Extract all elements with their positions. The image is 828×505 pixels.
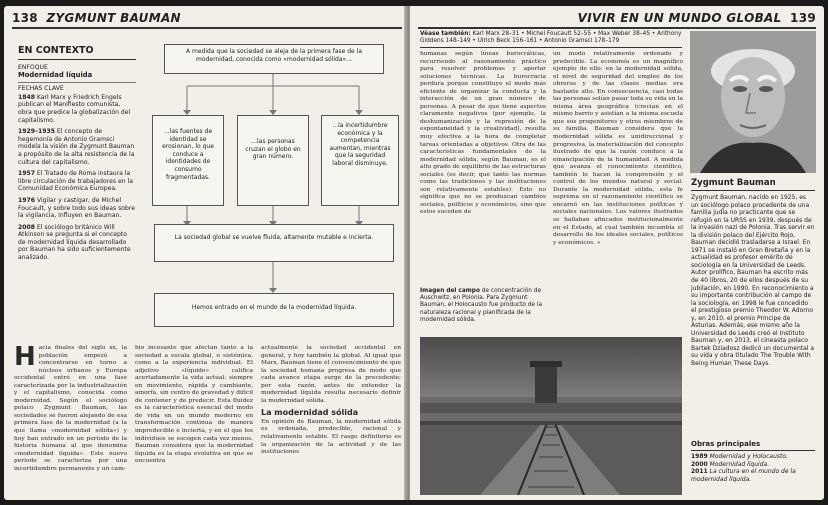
right-header-rule xyxy=(418,27,816,29)
sidebar-body xyxy=(18,64,136,262)
image-caption-text: de concentración de Auschwitz, en Polonia. Para Zygmunt Bauman, el Holocausto fue producto de la naturaleza racional y planificada de la modernidad sólida. xyxy=(420,288,543,323)
works-title: Obras principales xyxy=(691,440,761,448)
auschwitz-photo xyxy=(420,337,682,495)
flow-box-top: A medida que la sociedad se aleja de la primera fase de la modernidad, conocida como «modernidad sólida»... xyxy=(164,44,384,74)
bauman-portrait xyxy=(690,31,816,173)
left-running-head xyxy=(12,11,181,25)
right-running-title: VIVIR EN UN MUNDO GLOBAL xyxy=(577,11,782,25)
flow-box-identity: ...las fuentes de identidad se erosionan, lo que conduce a identidades de consumo fragmentadas. xyxy=(152,115,224,206)
works-list xyxy=(691,453,815,483)
enfoque-value: Modernidad líquida xyxy=(18,70,93,79)
body-col-3: actualmente la sociedad occidental en general, y hoy también la global. Al igual que Marx, Bauman tiene el convencimiento de que la sociedad humana progresa de modo que cada avance etapa surge de la precedente; por esta razón, antes de entender la modernidad líquida resulta necesario definir la modernidad sólida. La modernidad sólida En opinión de Bauman, la modernidad sólida es ordenada, predecible, racional y relativamente estable. El rasgo definitorio es la organización de la actividad y de las instituciones xyxy=(261,345,401,456)
left-header-rule xyxy=(12,27,402,29)
image-caption xyxy=(420,288,546,324)
enfoque-label: ENFOQUE xyxy=(18,64,48,71)
flow-box-economy: ...la incertidumbre económica y la competencia aumentan, mientras que la seguridad laboral disminuye. xyxy=(321,115,399,206)
left-running-title: ZYGMUNT BAUMAN xyxy=(46,11,181,25)
sidebar-title: EN CONTEXTO xyxy=(18,45,94,56)
see-also-rule xyxy=(420,47,682,48)
sidebar-divider xyxy=(18,82,136,83)
flow-box-globe: ...las personas cruzan el globo en gran número. xyxy=(237,115,309,206)
subhead-solid: La modernidad sólida xyxy=(261,408,359,418)
portrait-rule xyxy=(691,190,815,191)
right-body-col-1: humanas según líneas burocráticas, recurriendo al razonamiento práctico para resolver problemas y aportar soluciones técnicas. La burocracia perdura porque constituye el modo más eficiente de organizar la conducta y la interacción de un gran número de personas. A pesar de que tiene aspectos claramente negativos (por ejemplo, la deshumanización y la represión de la espontaneidad y la creatividad), resulta muy efectiva a la hora de completar tareas orientadas a objetivos. Otra de las características fundamentales de la modernidad sólida, según Bauman, es el alto grado de equilibrio de las estructuras sociales (es decir, que tanto las normas como las tradiciones y las instituciones son relativamente estables). Esto no significa que no se produzcan cambios sociales, políticos y económicos, sino que estos suceden de xyxy=(420,51,546,216)
left-page-number: 138 xyxy=(12,11,38,25)
right-running-head xyxy=(578,11,816,25)
work-item: 2011 La cultura en el mundo de la modernidad líquida. xyxy=(691,468,796,483)
image-caption-title: Imagen del campo xyxy=(420,288,480,294)
right-body-col-2: un modo relativamente ordenado y predecible. La economía es un magnífico ejemplo de ello: en la modernidad sólida, el nivel de seguridad del empleo de los obreros y de las clases medias era bastante alto. En consecuencia, casi todas las personas solían pasar toda su vida en la misma área geográfica (crecían en el mismo barrio y asistían a la misma escuela que sus progenitores y otros miembros de su familia. Bauman considera que la modernidad sólida es unidireccional y progresiva, la materialización del concepto ilustrado de que la razón conduce a la emancipación de la humanidad. A medida que avanza el conocimiento científico, también lo hacen la comprensión y el control de los mundos natural y social. Durante la modernidad sólida, esta fe suprema en el razonamiento científico se encarnó en las instituciones políticas y sociales nacionales. Los valores ilustrados se hallaban afincados institucionalmente en el Estado, al cual también incumbía el desarrollo de los ideales sociales, políticos y económicos. » xyxy=(553,51,683,246)
see-also xyxy=(420,31,682,45)
sidebar-rule xyxy=(18,59,136,60)
timeline-entry: 1957 El Tratado de Roma instaura la libre circulación de trabajadores en la Comunidad Económica Europea. xyxy=(18,170,133,193)
work-item: 2000 Modernidad líquida. xyxy=(691,460,770,468)
see-also-text: Karl Marx 28–31 • Michel Foucault 52–55 • Max Weber 38–45 • Anthony Giddens 148–149 • Ulrich Beck 156–161 • Antonio Gramsci 178–179 xyxy=(420,31,682,45)
see-also-label: Véase también: xyxy=(420,31,471,37)
dropcap: H xyxy=(14,342,36,372)
work-item: 1989 Modernidad y Holocausto. xyxy=(691,453,788,460)
bauman-bio: Zygmunt Bauman, nacido en 1925, es un sociólogo polaco procedente de una familia judía no practicante que se refugió en la URSS en 1939, después de la invasión nazi de Polonia. Tras servir en la división polaco del Ejército Rojo, Bauman decidió trasladarse a Israel. En 1971 se instaló en Gran Bretaña y en la actualidad es profesor emérito de sociología en la Universidad de Leeds. Autor prolífico, Bauman ha escrito más de 40 libros, 20 de ellos después de su jubilación, en 1990. En reconocimiento a su importante contribución al campo de la sociología, en 1998 le fue concedido el prestigioso premio Theodor W. Adorno y, en 2010, el premio Príncipe de Asturias. Además, ese mismo año la Universidad de Leeds creó el Instituto Bauman y, en 2013, el cineasta polaco Bartek Dziadosz dedicó un documental a su vida y obra titulado The Trouble With Being Human These Days. xyxy=(691,194,815,368)
flow-box-liquid: Hemos entrado en el mundo de la modernidad líquida. xyxy=(154,293,394,327)
portrait-name: Zygmunt Bauman xyxy=(691,178,776,188)
flow-box-fluid: La sociedad global se vuelve fluida, altamente mutable e incierta. xyxy=(154,224,394,262)
left-page xyxy=(4,6,408,500)
body-col-2: bio incesante que afectan tanto a la sociedad a escala global, o sistémica, como a la experiencia individual. El adjetivo «líquido» califica acertadamente la vida actual: siempre en movimiento, rápida y cambiante, amorfa, sin centro de gravedad y difícil de contener y de predecir. Esta fluidez es la característica esencial del modo de vida en un mundo moderno en transformación continua de manera impredecible e incierta, y en el que los individuos se escogen cada vez menos. Bauman considera que la modernidad líquida es la etapa evolutiva en que se encuentra xyxy=(135,345,253,465)
body-col-1: Hacia finales del siglo xx, la población empezó a concentrarse en torno a núcleos urbanos y Europa occidental entró en una fase caracterizada por la industrialización y el capitalismo, conocida como modernidad. Según el sociólogo polaco Zygmunt Bauman, las sociedades se fueron alejando de esa primera fase de la modernidad (a la que llama «modernidad sólida») y hoy han entrado en un periodo de la historia humana al que denomina «modernidad líquida». Este nuevo periodo se caracteriza por una incertidumbre permanente y un cam- xyxy=(14,342,127,472)
right-page xyxy=(410,6,824,500)
timeline-entry: 1929–1935 El concepto de hegemonía de Antonio Gramsci modela la visión de Zygmunt Bauman a propósito de la alta resistencia de la cultura del capitalismo. xyxy=(18,128,135,166)
timeline-entry: 1848 Karl Marx y Friedrich Engels publican el Manifiesto comunista, obra que predice la globalización del capitalismo. xyxy=(18,93,131,124)
timeline-entry: 2008 El sociólogo británico Will Atkinson se pregunta si el concepto de modernidad líquida desarrollado por Bauman ha sido suficientemente analizado. xyxy=(18,223,131,262)
works-rule xyxy=(691,450,815,451)
right-page-number: 139 xyxy=(790,11,816,25)
timeline-entry: 1976 Vigilar y castigar, de Michel Foucault, y sobre todo sus ideas sobre la vigilancia, influyen en Bauman. xyxy=(18,196,136,220)
fechas-label: FECHAS CLAVE xyxy=(18,85,64,93)
